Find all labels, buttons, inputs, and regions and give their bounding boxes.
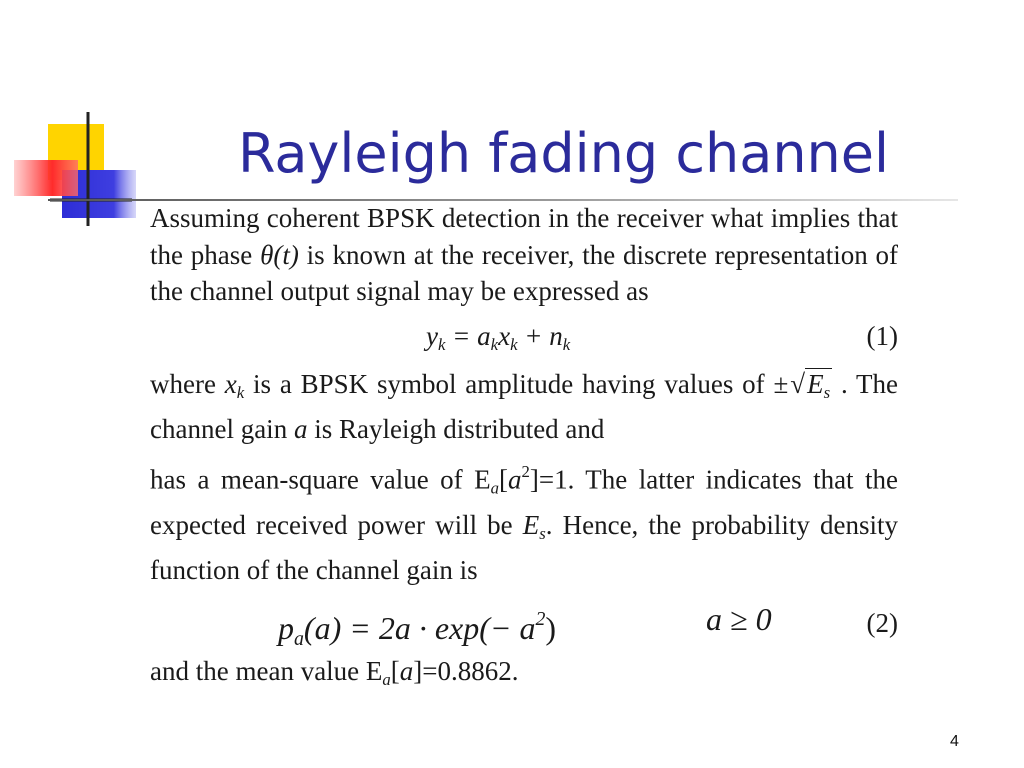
ms-Es-sub: s (539, 523, 546, 543)
mean-text: and the mean value E (150, 655, 383, 686)
eq2-p: p (278, 609, 294, 646)
mean-text-c: ]=0.8862. (413, 655, 519, 686)
deco-red-square (14, 160, 78, 196)
equation-2-number: (2) (866, 607, 898, 638)
eq1-y-sub: k (437, 334, 446, 354)
sqrt-es: $√E_s$ (790, 368, 831, 402)
ms-sup: 2 (521, 461, 530, 481)
equation-2-expression (278, 601, 556, 657)
sqrt-E: E (807, 368, 824, 399)
eq2-close: ) (545, 609, 557, 646)
ms-Es: E (522, 509, 540, 540)
where-x: x (224, 368, 237, 399)
eq1-n-sub: k (562, 334, 571, 354)
where-x-sub: k (236, 382, 245, 402)
sqrt-E-sub: s (823, 382, 831, 402)
page-number: 4 (950, 733, 959, 750)
ms-text-c: ]=1. The latter indicates that the expected received power will be (150, 464, 898, 540)
eq1-x: x (498, 320, 511, 351)
ms-bracket: [ (499, 464, 508, 495)
where-text-b: is a BPSK symbol amplitude having values of (253, 368, 765, 399)
mean-var: a (399, 655, 414, 686)
paragraph-mean-value (150, 653, 898, 699)
eq2-p-sub: a (294, 627, 304, 650)
paragraph-intro (150, 200, 898, 310)
equation-2 (150, 589, 898, 653)
plus-minus: ± (773, 368, 789, 399)
eq2-sup: 2 (535, 607, 546, 630)
eq1-x-sub: k (510, 334, 518, 354)
equation-2-condition: a ≥ 0 (706, 600, 772, 637)
gain-text-b: is Rayleigh distributed and (314, 414, 605, 445)
eq1-n: + n (524, 320, 563, 351)
equation-1-expression (426, 318, 570, 364)
intro-text-tail: is known at the receiver, the discrete representation of the channel output signal may be expressed as (150, 239, 898, 306)
equation-1 (150, 310, 898, 366)
intro-text: Assuming coherent BPSK detection in the receiver what implies that the phase (150, 203, 898, 270)
mean-bracket: [ (390, 655, 400, 686)
eq1-a-sub: k (490, 334, 499, 354)
ms-text-d: . Hence, the probability density function of the channel gain is (150, 509, 899, 586)
eq1-a: = a (452, 320, 491, 351)
slide-title: Rayleigh fading channel (238, 122, 890, 185)
ms-sub: a (490, 478, 499, 498)
eq1-y: y (426, 320, 438, 351)
where-text: where (150, 368, 216, 399)
ms-var: a (508, 464, 522, 495)
mean-sub: a (382, 669, 391, 689)
eq2-body: (a) = 2a · exp(− a (303, 609, 536, 646)
paragraph-mean-square (150, 454, 898, 589)
paragraph-where (150, 366, 898, 448)
slide-body (150, 200, 898, 698)
equation-1-number: (1) (866, 320, 898, 351)
gain-text: . The channel gain (150, 368, 899, 445)
phase-symbol: θ(t) (260, 239, 299, 270)
gain-var: a (293, 414, 308, 445)
ms-text: has a mean-square value of E (150, 464, 491, 495)
corner-decoration (0, 0, 160, 240)
